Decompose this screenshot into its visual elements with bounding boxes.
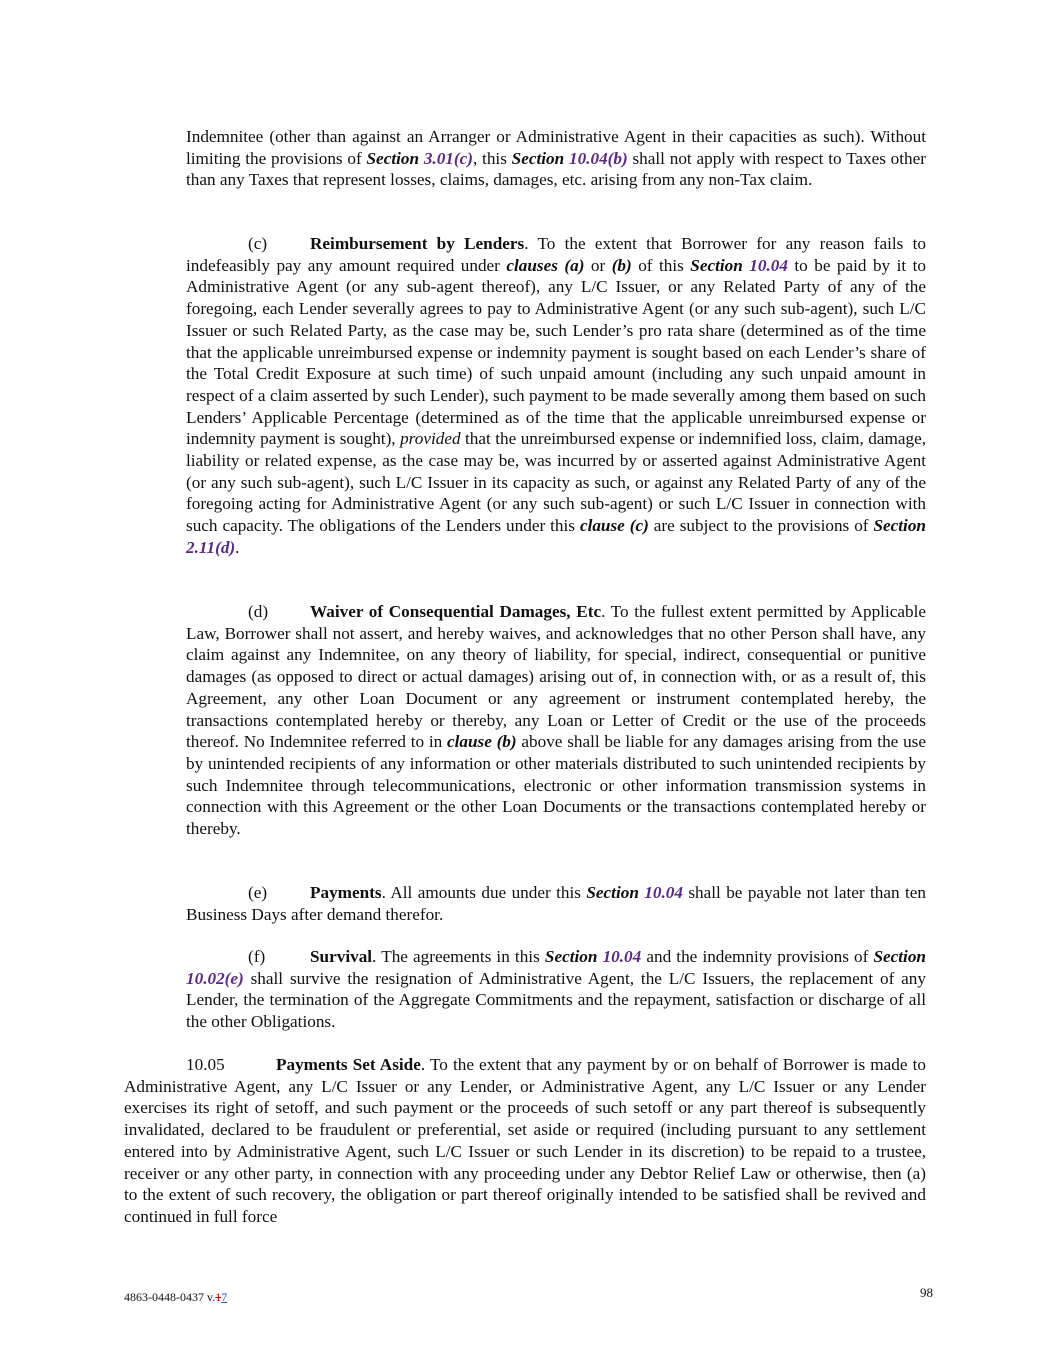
section-reference: Section 2.11(d) bbox=[186, 516, 926, 557]
clause-heading: Survival bbox=[310, 947, 373, 966]
deleted-version: 1 bbox=[215, 1290, 222, 1304]
section-reference: Section 10.04(b) bbox=[511, 148, 628, 168]
paragraph-f: (f) Survival. The agreements in this Section 10.04 and the indemnity provisions of Section 10.02(e) shall survive the resignation of Administrative Agent, the L/C Issuers, the replacement of any Lender, the termination of the Aggregate Commitments and the repayment, satisfaction or discharge of all the other Obligations. bbox=[186, 947, 926, 1032]
text: Indemnitee (other than against an Arranger or Administrative Agent in their capacities as such). Without limiting the provisions of bbox=[186, 127, 926, 168]
section-reference: Section 10.04 bbox=[690, 255, 788, 275]
clause-heading: Reimbursement by Lenders bbox=[310, 234, 525, 253]
section-reference: Section 10.04 bbox=[544, 947, 642, 966]
section-reference: Section 10.02(e) bbox=[186, 947, 926, 988]
clause-label: (d) bbox=[248, 602, 269, 621]
clause-label: (c) bbox=[248, 234, 268, 253]
text: shall not apply with respect to Taxes other than any Taxes that represent losses, claims, damages, etc. arising from any non-Tax claim. bbox=[186, 148, 926, 190]
paragraph-e: (e) Payments. All amounts due under this Section 10.04 shall be payable not later than ten Business Days after demand therefor. bbox=[186, 883, 926, 924]
page-number: 98 bbox=[920, 1285, 933, 1300]
clause-heading: Payments bbox=[310, 883, 382, 902]
section-10-05: 10.05 Payments Set Aside. To the extent that any payment by or on behalf of Borrower is made to Administrative Agent, any L/C Issuer or any Lender, or Administrative Agent, any L/C Issuer or any Lender exercises its right of setoff, and such payment or the proceeds of such setoff or any part thereof is subsequently invalidated, declared to be fraudulent or preferential, set aside or required (including pursuant to any settlement entered into by Administrative Agent, such L/C Issuer or such Lender in its discretion) to be repaid to a trustee, receiver or any other party, in connection with any proceeding under any Debtor Relief Law or otherwise, then (a) to the extent of such recovery, the obligation or part thereof originally intended to be satisfied shall be revived and continued in full force bbox=[124, 1055, 926, 1226]
section-reference: Section 10.04 bbox=[586, 883, 683, 902]
section-number: 10.05 bbox=[186, 1055, 225, 1074]
clause-reference: clause (b) bbox=[446, 732, 517, 752]
inserted-version: 7 bbox=[221, 1290, 228, 1304]
document-id: 4863-0448-0437 v.17 bbox=[124, 1290, 228, 1304]
clause-label: (e) bbox=[248, 883, 268, 902]
clause-heading: Waiver of Consequential Damages, Etc bbox=[310, 602, 602, 621]
section-reference: Section 3.01(c) bbox=[366, 148, 473, 168]
clause-reference: clauses (a) bbox=[506, 255, 585, 275]
paragraph-d: (d) Waiver of Consequential Damages, Etc. To the fullest extent permitted by Applicable Law, Borrower shall not assert, and hereby waives, and acknowledges that no other Person shall have, any claim against any Indemnitee, on any theory of liability, for special, indirect, consequential or punitive damages (as opposed to direct or actual damages) arising out of, in connection with, or as a result of, this Agreement, any other Loan Document or any agreement or instrument contemplated hereby, the transactions contemplated hereby or thereby, any Loan or Letter of Credit or the use of the proceeds thereof. No Indemnitee referred to in clause (b) above shall be liable for any damages arising from the use by unintended recipients of any information or other materials distributed to such unintended recipients by such Indemnitee through telecommunications, electronic or other information transmission systems in connection with this Agreement or the other Loan Documents or the transactions contemplated hereby or thereby. bbox=[186, 602, 926, 839]
proviso-term: provided bbox=[400, 429, 461, 449]
clause-reference: clause (c) bbox=[579, 516, 649, 536]
paragraph-c: (c) Reimbursement by Lenders. To the extent that Borrower for any reason fails to indefeasibly pay any amount required under clauses (a) or (b) of this Section 10.04 to be paid by it to Administrative Agent (or any sub-agent thereof), any L/C Issuer, or any Related Party of any of the foregoing, each Lender severally agrees to pay to Administrative Agent (or any such sub-agent), such L/C Issuer or such Related Party, as the case may be, such Lender’s pro rata share (determined as of the time that the applicable unreimbursed expense or indemnity payment is sought based on each Lender’s share of the Total Credit Exposure at such time) of such unpaid amount (including any such unpaid amount in respect of a claim asserted by such Lender), such payment to be made severally among them based on such Lenders’ Applicable Percentage (determined as of the time that the applicable unreimbursed expense or indemnity payment is sought), provided that the unreimbursed expense or indemnified loss, claim, damage, liability or related expense, as the case may be, was incurred by or asserted against Administrative Agent (or any such sub-agent), such L/C Issuer in its capacity as such, or against any Related Party of any of the foregoing acting for Administrative Agent (or any such sub-agent) or such L/C Issuer in connection with such capacity. The obligations of the Lenders under this clause (c) are subject to the provisions of Section 2.11(d). bbox=[186, 234, 926, 557]
clause-reference: (b) bbox=[611, 255, 632, 275]
section-heading: Payments Set Aside bbox=[276, 1055, 421, 1074]
paragraph-intro bbox=[186, 126, 926, 191]
clause-label: (f) bbox=[248, 947, 266, 966]
text: , this bbox=[472, 148, 512, 168]
